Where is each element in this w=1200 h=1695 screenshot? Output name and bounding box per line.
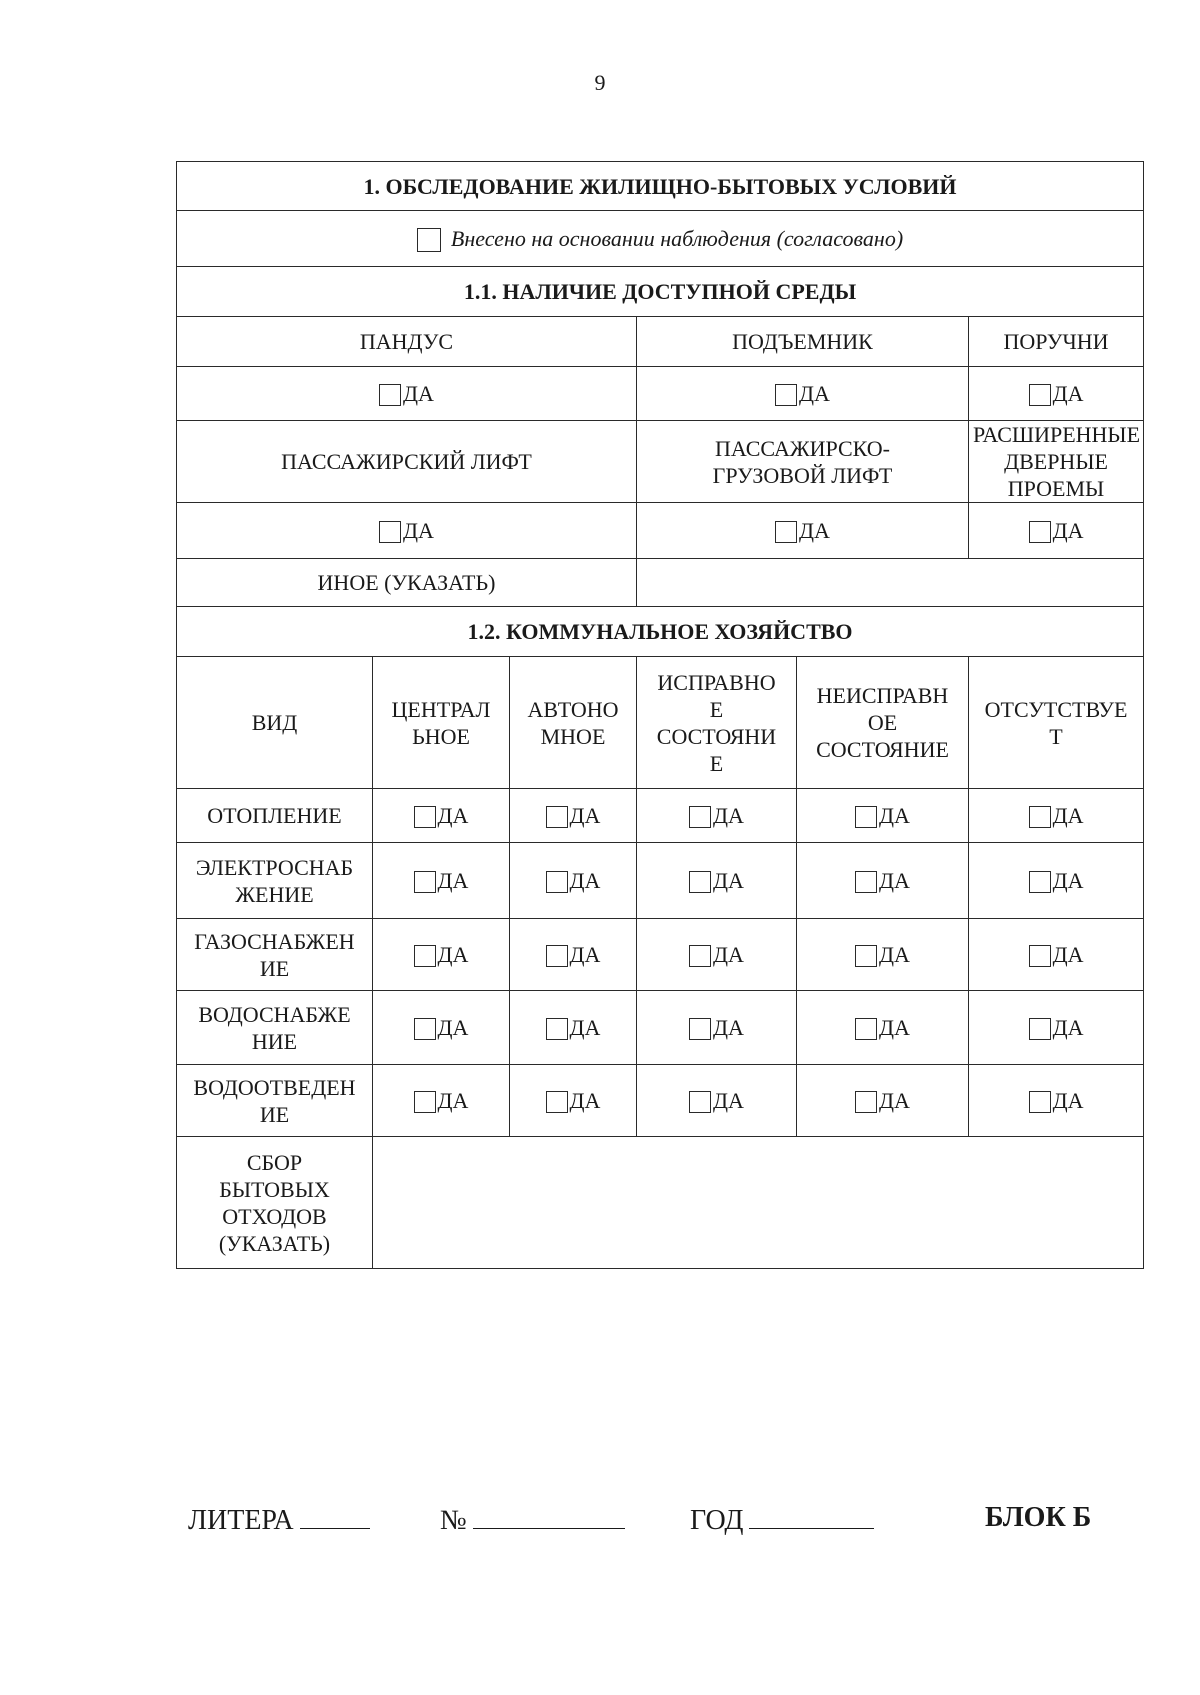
utility-label-gas bbox=[177, 919, 373, 991]
yes-label: ДА bbox=[879, 942, 910, 967]
yes-label: ДА bbox=[1052, 1088, 1084, 1113]
label-line: (УКАЗАТЬ) bbox=[218, 1230, 331, 1256]
yes-label: ДА bbox=[799, 518, 830, 543]
utility-cell-drainage-faulty bbox=[797, 1065, 969, 1137]
drainage-faulty-checkbox[interactable] bbox=[855, 1091, 877, 1113]
label-line: ВОДООТВЕДЕН bbox=[193, 1074, 356, 1100]
yes-label: ДА bbox=[569, 1088, 601, 1113]
utilities-header-absent bbox=[969, 657, 1144, 789]
freight-elevator-yes-cell bbox=[637, 503, 969, 559]
utility-row-electricity bbox=[177, 843, 1144, 919]
yes-label: ДА bbox=[879, 803, 910, 828]
drainage-absent-checkbox[interactable] bbox=[1029, 1091, 1051, 1113]
yes-label: ДА bbox=[879, 868, 910, 893]
yes-label: ДА bbox=[879, 1088, 910, 1113]
yes-label: ДА bbox=[403, 518, 434, 543]
yes-label: ДА bbox=[1052, 868, 1084, 893]
water-supply-working-checkbox[interactable] bbox=[689, 1018, 711, 1040]
header-line: МНОЕ bbox=[540, 723, 606, 749]
handrails-yes-checkbox[interactable] bbox=[1029, 384, 1051, 406]
gas-central-checkbox[interactable] bbox=[414, 945, 436, 967]
heating-central-checkbox[interactable] bbox=[414, 806, 436, 828]
yes-label: ДА bbox=[713, 1088, 744, 1113]
header-line: ИСПРАВНО bbox=[657, 669, 776, 695]
drainage-autonomous-checkbox[interactable] bbox=[546, 1091, 568, 1113]
section-title-utilities: 1.2. КОММУНАЛЬНОЕ ХОЗЯЙСТВО bbox=[177, 607, 1144, 657]
yes-label: ДА bbox=[1052, 803, 1084, 828]
utility-row-water-supply bbox=[177, 991, 1144, 1065]
label-line: ГАЗОСНАБЖЕН bbox=[194, 928, 355, 954]
utility-cell-heating-autonomous bbox=[510, 789, 637, 843]
section-title-accessibility: 1.1. НАЛИЧИЕ ДОСТУПНОЙ СРЕДЫ bbox=[177, 267, 1144, 317]
yes-label: ДА bbox=[713, 942, 744, 967]
number-field bbox=[440, 1502, 625, 1537]
electricity-autonomous-checkbox[interactable] bbox=[546, 871, 568, 893]
utility-cell-gas-absent bbox=[969, 919, 1144, 991]
yes-label: ДА bbox=[799, 381, 830, 406]
label-line: БЫТОВЫХ bbox=[219, 1176, 330, 1202]
header-line: Т bbox=[1049, 723, 1063, 749]
block-label: БЛОК Б bbox=[985, 1502, 1092, 1533]
water-supply-faulty-checkbox[interactable] bbox=[855, 1018, 877, 1040]
passenger-elevator-yes-cell bbox=[177, 503, 637, 559]
utility-cell-electricity-faulty bbox=[797, 843, 969, 919]
yes-label: ДА bbox=[437, 1088, 469, 1113]
utility-cell-drainage-central bbox=[373, 1065, 510, 1137]
heating-absent-checkbox[interactable] bbox=[1029, 806, 1051, 828]
utility-row-drainage bbox=[177, 1065, 1144, 1137]
label-line: ОТХОДОВ bbox=[222, 1203, 327, 1229]
yes-label: ДА bbox=[1052, 518, 1084, 543]
drainage-working-checkbox[interactable] bbox=[689, 1091, 711, 1113]
utilities-header-central bbox=[373, 657, 510, 789]
header-line: ОТСУТСТВУЕ bbox=[984, 696, 1128, 722]
yes-label: ДА bbox=[879, 1015, 910, 1040]
housing-survey-form bbox=[176, 161, 1144, 1269]
waste-collection-input-cell[interactable] bbox=[373, 1137, 1144, 1269]
water-supply-absent-checkbox[interactable] bbox=[1029, 1018, 1051, 1040]
ramp-yes-cell bbox=[177, 367, 637, 421]
label-wide-doorways bbox=[969, 421, 1144, 503]
header-line: Е bbox=[709, 750, 724, 776]
utilities-header-row bbox=[177, 657, 1144, 789]
label-waste-collection bbox=[177, 1137, 373, 1269]
header-line: СОСТОЯНИЕ bbox=[816, 737, 949, 762]
utility-cell-heating-working bbox=[637, 789, 797, 843]
litera-field bbox=[188, 1502, 370, 1537]
utility-cell-water-supply-central bbox=[373, 991, 510, 1065]
label-line: ЖЕНИЕ bbox=[235, 881, 314, 907]
utilities-header-faulty bbox=[797, 657, 969, 789]
label-line: ГРУЗОВОЙ ЛИФТ bbox=[712, 462, 893, 488]
utility-row-heating bbox=[177, 789, 1144, 843]
utility-label-water-supply bbox=[177, 991, 373, 1065]
utilities-header-working bbox=[637, 657, 797, 789]
label-line: РАСШИРЕННЫЕ bbox=[973, 422, 1141, 447]
yes-label: ДА bbox=[569, 942, 601, 967]
label-handrails: ПОРУЧНИ bbox=[969, 317, 1144, 367]
utility-cell-electricity-working bbox=[637, 843, 797, 919]
utility-cell-drainage-working bbox=[637, 1065, 797, 1137]
utility-label-heating bbox=[177, 789, 373, 843]
utility-cell-water-supply-absent bbox=[969, 991, 1144, 1065]
utility-cell-heating-absent bbox=[969, 789, 1144, 843]
label-line: ИЕ bbox=[259, 1101, 290, 1127]
lift-yes-cell bbox=[637, 367, 969, 421]
year-input[interactable] bbox=[749, 1502, 874, 1529]
yes-label: ДА bbox=[569, 1015, 601, 1040]
utilities-rows bbox=[177, 789, 1144, 1137]
yes-label: ДА bbox=[437, 803, 469, 828]
yes-label: ДА bbox=[437, 1015, 469, 1040]
yes-label: ДА bbox=[713, 803, 744, 828]
footer bbox=[0, 1502, 1200, 1542]
utility-cell-electricity-absent bbox=[969, 843, 1144, 919]
utility-cell-water-supply-autonomous bbox=[510, 991, 637, 1065]
drainage-central-checkbox[interactable] bbox=[414, 1091, 436, 1113]
year-label: ГОД bbox=[690, 1505, 744, 1536]
other-input-cell[interactable] bbox=[637, 559, 1144, 607]
yes-label: ДА bbox=[713, 868, 744, 893]
yes-label: ДА bbox=[1052, 381, 1084, 406]
utility-row-gas bbox=[177, 919, 1144, 991]
utility-cell-drainage-absent bbox=[969, 1065, 1144, 1137]
utility-cell-electricity-central bbox=[373, 843, 510, 919]
water-supply-autonomous-checkbox[interactable] bbox=[546, 1018, 568, 1040]
freight-elevator-yes-checkbox[interactable] bbox=[775, 521, 797, 543]
label-line: ОТОПЛЕНИЕ bbox=[207, 803, 342, 828]
litera-input[interactable] bbox=[300, 1502, 370, 1529]
header-line: АВТОНО bbox=[527, 696, 619, 722]
ramp-yes-checkbox[interactable] bbox=[379, 384, 401, 406]
litera-label: ЛИТЕРА bbox=[188, 1505, 294, 1536]
header-line: ЦЕНТРАЛ bbox=[391, 696, 491, 722]
label-line: ВОДОСНАБЖЕ bbox=[198, 1001, 351, 1027]
observation-note-row bbox=[177, 211, 1144, 267]
gas-absent-checkbox[interactable] bbox=[1029, 945, 1051, 967]
handrails-yes-cell bbox=[969, 367, 1144, 421]
label-other: ИНОЕ (УКАЗАТЬ) bbox=[177, 559, 637, 607]
electricity-central-checkbox[interactable] bbox=[414, 871, 436, 893]
label-line: ПАССАЖИРСКО- bbox=[715, 435, 890, 461]
electricity-absent-checkbox[interactable] bbox=[1029, 871, 1051, 893]
label-ramp: ПАНДУС bbox=[177, 317, 637, 367]
gas-faulty-checkbox[interactable] bbox=[855, 945, 877, 967]
passenger-elevator-yes-checkbox[interactable] bbox=[379, 521, 401, 543]
yes-label: ДА bbox=[1052, 1015, 1084, 1040]
gas-autonomous-checkbox[interactable] bbox=[546, 945, 568, 967]
utility-cell-drainage-autonomous bbox=[510, 1065, 637, 1137]
utility-label-electricity bbox=[177, 843, 373, 919]
header-line: ОЕ bbox=[867, 710, 898, 735]
utility-cell-gas-working bbox=[637, 919, 797, 991]
yes-label: ДА bbox=[569, 868, 601, 893]
page-number: 9 bbox=[594, 70, 606, 95]
header-line: Е bbox=[709, 696, 724, 722]
utilities-header-autonomous bbox=[510, 657, 637, 789]
utility-cell-gas-faulty bbox=[797, 919, 969, 991]
label-line: ИЕ bbox=[259, 955, 290, 981]
header-line: НЕИСПРАВН bbox=[816, 683, 949, 708]
heating-autonomous-checkbox[interactable] bbox=[546, 806, 568, 828]
heating-faulty-checkbox[interactable] bbox=[855, 806, 877, 828]
gas-working-checkbox[interactable] bbox=[689, 945, 711, 967]
utility-cell-gas-autonomous bbox=[510, 919, 637, 991]
electricity-faulty-checkbox[interactable] bbox=[855, 871, 877, 893]
wide-doorways-yes-cell bbox=[969, 503, 1144, 559]
utility-cell-water-supply-working bbox=[637, 991, 797, 1065]
utility-cell-heating-faulty bbox=[797, 789, 969, 843]
yes-label: ДА bbox=[713, 1015, 744, 1040]
number-label: № bbox=[440, 1505, 467, 1536]
yes-label: ДА bbox=[437, 868, 469, 893]
yes-label: ДА bbox=[437, 942, 469, 967]
label-line: СБОР bbox=[246, 1149, 303, 1175]
label-line: НИЕ bbox=[251, 1028, 298, 1054]
header-line: ЬНОЕ bbox=[412, 723, 470, 749]
electricity-working-checkbox[interactable] bbox=[689, 871, 711, 893]
yes-label: ДА bbox=[569, 803, 601, 828]
label-freight-elevator bbox=[637, 421, 969, 503]
label-line: ЭЛЕКТРОСНАБ bbox=[195, 854, 354, 880]
header-line: СОСТОЯНИ bbox=[656, 723, 777, 749]
yes-label: ДА bbox=[403, 381, 434, 406]
section-title-housing: 1. ОБСЛЕДОВАНИЕ ЖИЛИЩНО-БЫТОВЫХ УСЛОВИЙ bbox=[177, 162, 1144, 211]
label-line: ДВЕРНЫЕ ПРОЕМЫ bbox=[1004, 449, 1108, 501]
yes-label: ДА bbox=[1052, 942, 1084, 967]
observation-note: Внесено на основании наблюдения (согласовано) bbox=[450, 226, 904, 251]
utility-cell-electricity-autonomous bbox=[510, 843, 637, 919]
label-lift: ПОДЪЕМНИК bbox=[637, 317, 969, 367]
year-field bbox=[690, 1502, 874, 1537]
water-supply-central-checkbox[interactable] bbox=[414, 1018, 436, 1040]
utility-label-drainage bbox=[177, 1065, 373, 1137]
wide-doorways-yes-checkbox[interactable] bbox=[1029, 521, 1051, 543]
lift-yes-checkbox[interactable] bbox=[775, 384, 797, 406]
utility-cell-heating-central bbox=[373, 789, 510, 843]
utilities-header-type bbox=[177, 657, 373, 789]
utility-cell-gas-central bbox=[373, 919, 510, 991]
number-input[interactable] bbox=[473, 1502, 625, 1529]
label-passenger-elevator: ПАССАЖИРСКИЙ ЛИФТ bbox=[177, 421, 637, 503]
header-line: ВИД bbox=[251, 710, 298, 735]
observation-checkbox[interactable] bbox=[417, 228, 441, 252]
heating-working-checkbox[interactable] bbox=[689, 806, 711, 828]
utility-cell-water-supply-faulty bbox=[797, 991, 969, 1065]
